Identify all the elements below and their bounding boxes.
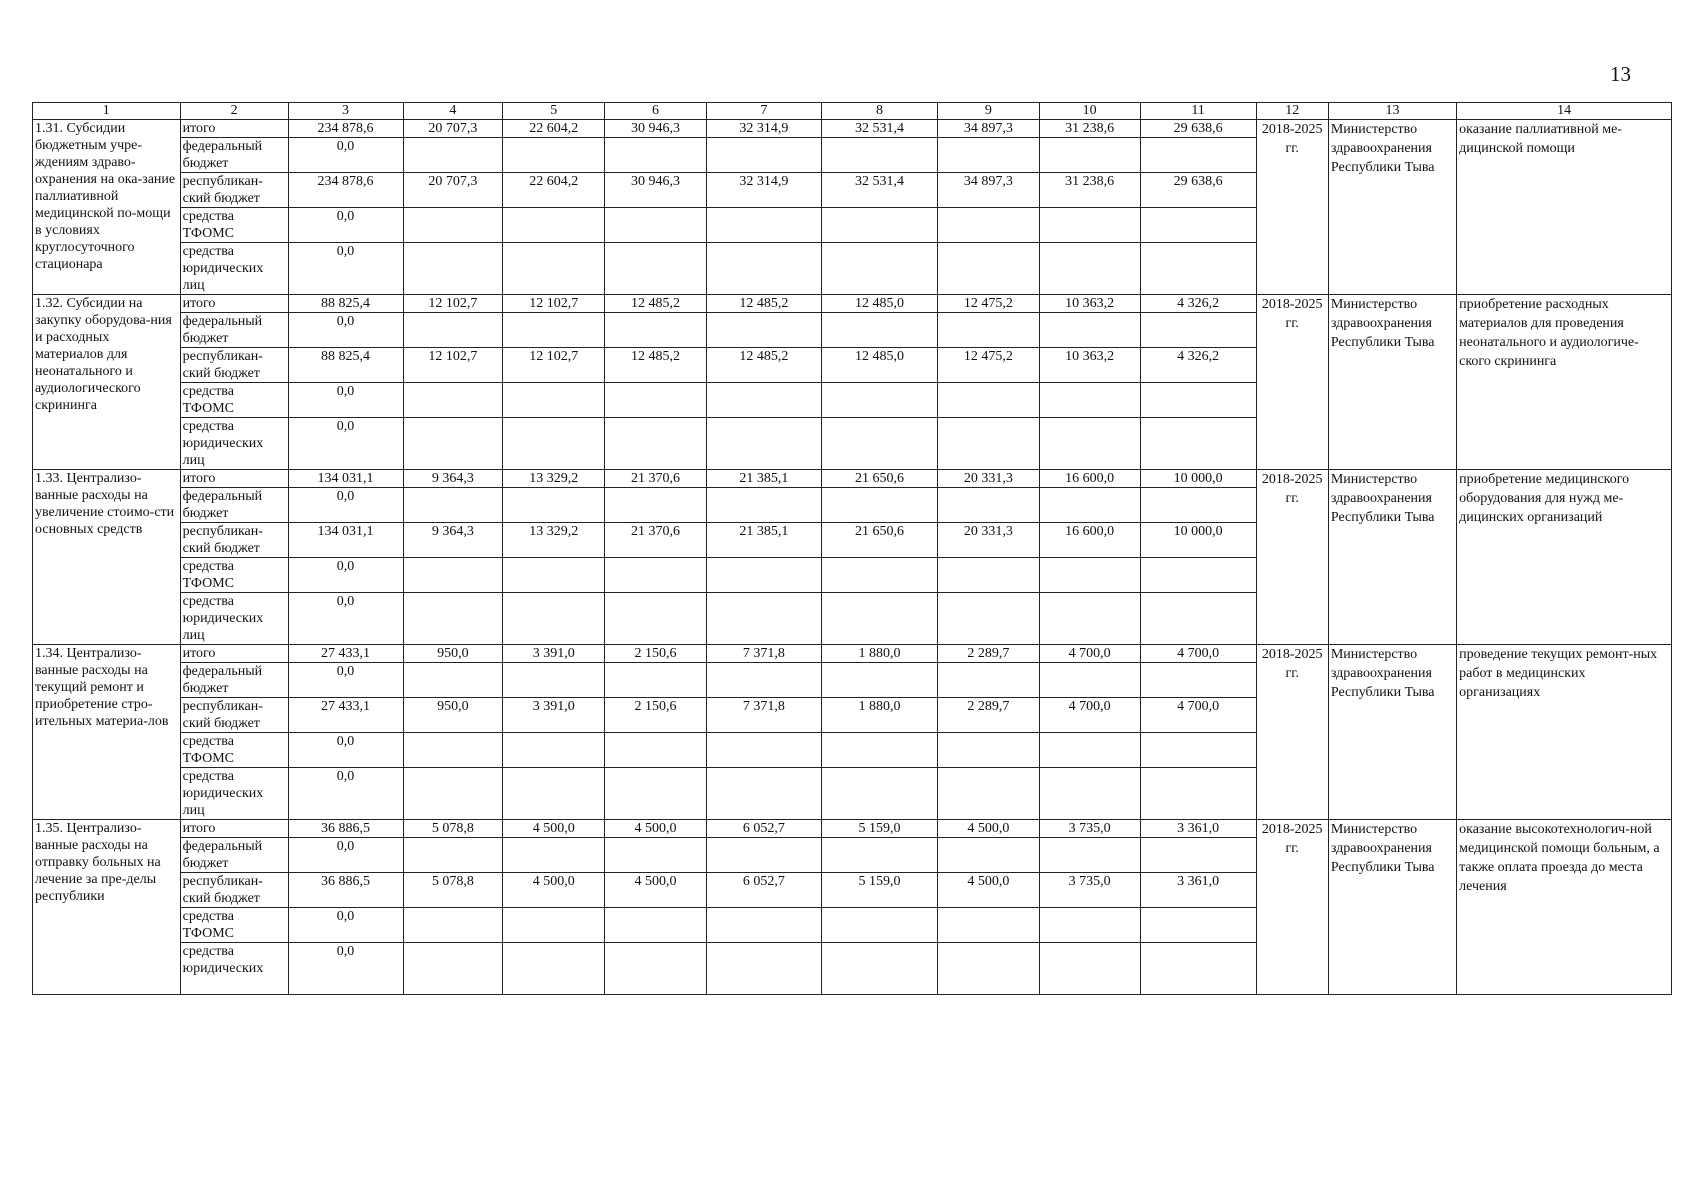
amount-cell [503, 908, 605, 943]
amount-cell [1140, 768, 1256, 820]
expected-result-cell: приобретение расходных материалов для проведения неонатального и аудиологиче-ского скрининга [1457, 295, 1672, 470]
funding-source-cell: республикан-ский бюджет [180, 698, 288, 733]
amount-cell: 10 363,2 [1039, 348, 1140, 383]
amount-cell: 27 433,1 [288, 645, 403, 663]
amount-cell [403, 943, 503, 995]
responsible-executor-cell: Министерство здравоохранения Республики Тыва [1328, 295, 1456, 470]
amount-cell: 0,0 [288, 768, 403, 820]
amount-cell [821, 593, 937, 645]
amount-cell [403, 663, 503, 698]
amount-cell [605, 418, 707, 470]
amount-cell [1140, 943, 1256, 995]
amount-cell [1039, 313, 1140, 348]
amount-cell [403, 208, 503, 243]
amount-cell: 12 485,2 [605, 348, 707, 383]
amount-cell: 4 700,0 [1039, 645, 1140, 663]
amount-cell: 12 485,0 [821, 295, 937, 313]
amount-cell [605, 208, 707, 243]
amount-cell: 1 880,0 [821, 645, 937, 663]
funding-source-cell: итого [180, 820, 288, 838]
amount-cell [937, 138, 1039, 173]
amount-cell: 12 475,2 [937, 295, 1039, 313]
amount-cell [706, 138, 821, 173]
amount-cell [503, 138, 605, 173]
amount-cell [605, 663, 707, 698]
amount-cell [1140, 558, 1256, 593]
amount-cell [821, 488, 937, 523]
amount-cell [1140, 313, 1256, 348]
amount-cell: 36 886,5 [288, 820, 403, 838]
amount-cell [937, 488, 1039, 523]
funding-source-cell: республикан-ский бюджет [180, 348, 288, 383]
amount-cell: 4 700,0 [1140, 645, 1256, 663]
amount-cell: 21 650,6 [821, 523, 937, 558]
amount-cell [1140, 488, 1256, 523]
funding-source-cell: федеральный бюджет [180, 488, 288, 523]
amount-cell: 9 364,3 [403, 470, 503, 488]
amount-cell [403, 838, 503, 873]
amount-cell [706, 418, 821, 470]
amount-cell: 22 604,2 [503, 173, 605, 208]
amount-cell [503, 243, 605, 295]
amount-cell [403, 383, 503, 418]
amount-cell: 2 289,7 [937, 645, 1039, 663]
amount-cell: 34 897,3 [937, 173, 1039, 208]
amount-cell [503, 663, 605, 698]
amount-cell [605, 313, 707, 348]
period-cell: 2018-2025 гг. [1256, 120, 1328, 295]
amount-cell: 0,0 [288, 208, 403, 243]
amount-cell: 0,0 [288, 243, 403, 295]
page-number: 13 [1610, 62, 1631, 86]
amount-cell: 0,0 [288, 838, 403, 873]
amount-cell: 16 600,0 [1039, 523, 1140, 558]
amount-cell [821, 558, 937, 593]
amount-cell [937, 208, 1039, 243]
amount-cell [1140, 208, 1256, 243]
amount-cell: 12 475,2 [937, 348, 1039, 383]
amount-cell: 20 331,3 [937, 470, 1039, 488]
amount-cell: 12 102,7 [403, 348, 503, 383]
amount-cell [821, 838, 937, 873]
amount-cell [821, 908, 937, 943]
amount-cell: 4 700,0 [1140, 698, 1256, 733]
amount-cell [605, 138, 707, 173]
funding-source-cell: средства ТФОМС [180, 383, 288, 418]
column-number-cell: 3 [288, 103, 403, 120]
amount-cell: 12 102,7 [503, 348, 605, 383]
amount-cell: 32 314,9 [706, 120, 821, 138]
amount-cell: 3 361,0 [1140, 873, 1256, 908]
event-name-cell: 1.35. Централизо-ванные расходы на отправку больных на лечение за пре-делы республики [33, 820, 181, 995]
column-number-cell: 11 [1140, 103, 1256, 120]
amount-cell [821, 418, 937, 470]
amount-cell [1039, 243, 1140, 295]
amount-cell: 36 886,5 [288, 873, 403, 908]
amount-cell [821, 383, 937, 418]
amount-cell [403, 593, 503, 645]
amount-cell: 5 078,8 [403, 873, 503, 908]
column-number-cell: 9 [937, 103, 1039, 120]
amount-cell: 10 000,0 [1140, 470, 1256, 488]
amount-cell [821, 208, 937, 243]
amount-cell [706, 663, 821, 698]
amount-cell [1039, 383, 1140, 418]
amount-cell: 2 289,7 [937, 698, 1039, 733]
amount-cell: 29 638,6 [1140, 173, 1256, 208]
amount-cell: 27 433,1 [288, 698, 403, 733]
amount-cell [1140, 243, 1256, 295]
amount-cell [1039, 488, 1140, 523]
amount-cell [937, 733, 1039, 768]
amount-cell: 1 880,0 [821, 698, 937, 733]
amount-cell [706, 243, 821, 295]
amount-cell [937, 243, 1039, 295]
funding-source-cell: средства юридических лиц [180, 243, 288, 295]
funding-source-cell: федеральный бюджет [180, 663, 288, 698]
funding-source-cell: итого [180, 645, 288, 663]
funding-source-cell: федеральный бюджет [180, 313, 288, 348]
amount-cell [1039, 558, 1140, 593]
amount-cell [821, 313, 937, 348]
amount-cell: 13 329,2 [503, 523, 605, 558]
amount-cell: 7 371,8 [706, 698, 821, 733]
amount-cell: 10 000,0 [1140, 523, 1256, 558]
amount-cell [605, 383, 707, 418]
responsible-executor-cell: Министерство здравоохранения Республики Тыва [1328, 645, 1456, 820]
amount-cell [503, 838, 605, 873]
funding-source-cell: средства юридических лиц [180, 418, 288, 470]
amount-cell [706, 208, 821, 243]
amount-cell: 4 500,0 [937, 820, 1039, 838]
amount-cell: 12 102,7 [503, 295, 605, 313]
amount-cell: 16 600,0 [1039, 470, 1140, 488]
amount-cell: 4 700,0 [1039, 698, 1140, 733]
amount-cell [1039, 593, 1140, 645]
amount-cell: 3 361,0 [1140, 820, 1256, 838]
amount-cell [605, 943, 707, 995]
amount-cell: 20 707,3 [403, 120, 503, 138]
amount-cell: 0,0 [288, 383, 403, 418]
amount-cell [821, 733, 937, 768]
funding-source-cell: средства ТФОМС [180, 908, 288, 943]
amount-cell: 0,0 [288, 593, 403, 645]
amount-cell [1039, 768, 1140, 820]
amount-cell [403, 733, 503, 768]
amount-cell: 0,0 [288, 138, 403, 173]
table-row [33, 820, 1672, 838]
amount-cell: 10 363,2 [1039, 295, 1140, 313]
funding-source-cell: республикан-ский бюджет [180, 523, 288, 558]
column-number-cell: 4 [403, 103, 503, 120]
responsible-executor-cell: Министерство здравоохранения Республики Тыва [1328, 470, 1456, 645]
amount-cell: 134 031,1 [288, 470, 403, 488]
amount-cell: 5 159,0 [821, 873, 937, 908]
amount-cell: 0,0 [288, 908, 403, 943]
amount-cell: 950,0 [403, 645, 503, 663]
amount-cell [821, 243, 937, 295]
table-row [33, 120, 1672, 138]
amount-cell: 3 735,0 [1039, 820, 1140, 838]
amount-cell: 234 878,6 [288, 173, 403, 208]
amount-cell [821, 768, 937, 820]
amount-cell [403, 313, 503, 348]
responsible-executor-cell: Министерство здравоохранения Республики Тыва [1328, 120, 1456, 295]
amount-cell: 29 638,6 [1140, 120, 1256, 138]
funding-source-cell: итого [180, 295, 288, 313]
amount-cell: 5 159,0 [821, 820, 937, 838]
event-name-cell: 1.33. Централизо-ванные расходы на увеличение стоимо-сти основных средств [33, 470, 181, 645]
column-number-cell: 8 [821, 103, 937, 120]
amount-cell [503, 558, 605, 593]
amount-cell: 0,0 [288, 418, 403, 470]
amount-cell [706, 558, 821, 593]
amount-cell [1140, 838, 1256, 873]
amount-cell: 88 825,4 [288, 295, 403, 313]
column-number-cell: 12 [1256, 103, 1328, 120]
amount-cell: 12 485,2 [706, 295, 821, 313]
amount-cell: 21 370,6 [605, 470, 707, 488]
amount-cell: 234 878,6 [288, 120, 403, 138]
amount-cell: 0,0 [288, 558, 403, 593]
amount-cell [503, 593, 605, 645]
amount-cell [1140, 908, 1256, 943]
amount-cell [403, 488, 503, 523]
amount-cell: 950,0 [403, 698, 503, 733]
funding-source-cell: средства ТФОМС [180, 733, 288, 768]
amount-cell [1039, 838, 1140, 873]
amount-cell [937, 418, 1039, 470]
funding-source-cell: средства юридических лиц [180, 768, 288, 820]
amount-cell: 0,0 [288, 943, 403, 995]
amount-cell: 31 238,6 [1039, 173, 1140, 208]
amount-cell [403, 418, 503, 470]
amount-cell [821, 663, 937, 698]
amount-cell [605, 488, 707, 523]
amount-cell [403, 908, 503, 943]
amount-cell [503, 418, 605, 470]
amount-cell: 134 031,1 [288, 523, 403, 558]
funding-source-cell: федеральный бюджет [180, 838, 288, 873]
amount-cell: 4 500,0 [605, 873, 707, 908]
event-name-cell: 1.31. Субсидии бюджетным учре-ждениям здраво-охранения на ока-зание паллиативной медицинской по-мощи в условиях круглосуточного стационара [33, 120, 181, 295]
amount-cell [605, 838, 707, 873]
period-cell: 2018-2025 гг. [1256, 470, 1328, 645]
expected-result-cell: оказание паллиативной ме-дицинской помощи [1457, 120, 1672, 295]
column-number-cell: 13 [1328, 103, 1456, 120]
amount-cell: 20 331,3 [937, 523, 1039, 558]
column-number-cell: 1 [33, 103, 181, 120]
amount-cell [605, 733, 707, 768]
amount-cell: 9 364,3 [403, 523, 503, 558]
amount-cell: 4 500,0 [503, 820, 605, 838]
amount-cell [706, 838, 821, 873]
period-cell: 2018-2025 гг. [1256, 295, 1328, 470]
amount-cell [403, 558, 503, 593]
amount-cell [503, 768, 605, 820]
amount-cell [1140, 383, 1256, 418]
amount-cell [706, 943, 821, 995]
amount-cell [1039, 943, 1140, 995]
column-number-row [33, 103, 1672, 120]
amount-cell [1039, 733, 1140, 768]
table-row [33, 645, 1672, 663]
amount-cell: 30 946,3 [605, 120, 707, 138]
amount-cell [706, 908, 821, 943]
amount-cell [1039, 908, 1140, 943]
amount-cell [605, 243, 707, 295]
amount-cell: 5 078,8 [403, 820, 503, 838]
amount-cell [1039, 138, 1140, 173]
amount-cell: 20 707,3 [403, 173, 503, 208]
column-number-cell: 14 [1457, 103, 1672, 120]
amount-cell: 0,0 [288, 313, 403, 348]
amount-cell: 4 326,2 [1140, 295, 1256, 313]
amount-cell: 3 391,0 [503, 698, 605, 733]
amount-cell [821, 138, 937, 173]
amount-cell: 34 897,3 [937, 120, 1039, 138]
amount-cell: 4 500,0 [605, 820, 707, 838]
amount-cell [403, 243, 503, 295]
table-row [33, 295, 1672, 313]
amount-cell: 2 150,6 [605, 698, 707, 733]
table-row [33, 470, 1672, 488]
column-number-cell: 7 [706, 103, 821, 120]
amount-cell [1140, 593, 1256, 645]
amount-cell [605, 558, 707, 593]
amount-cell [937, 383, 1039, 418]
amount-cell: 22 604,2 [503, 120, 605, 138]
amount-cell [503, 488, 605, 523]
amount-cell: 12 485,2 [706, 348, 821, 383]
program-table [32, 102, 1672, 995]
amount-cell: 88 825,4 [288, 348, 403, 383]
amount-cell: 31 238,6 [1039, 120, 1140, 138]
amount-cell [605, 768, 707, 820]
amount-cell [706, 593, 821, 645]
amount-cell: 32 531,4 [821, 173, 937, 208]
amount-cell [1039, 208, 1140, 243]
amount-cell [403, 138, 503, 173]
amount-cell [706, 313, 821, 348]
amount-cell: 32 314,9 [706, 173, 821, 208]
funding-source-cell: средства юридических [180, 943, 288, 995]
amount-cell: 21 370,6 [605, 523, 707, 558]
amount-cell: 0,0 [288, 663, 403, 698]
amount-cell: 12 485,0 [821, 348, 937, 383]
funding-source-cell: средства ТФОМС [180, 558, 288, 593]
period-cell: 2018-2025 гг. [1256, 645, 1328, 820]
amount-cell [937, 943, 1039, 995]
amount-cell [706, 383, 821, 418]
funding-source-cell: средства ТФОМС [180, 208, 288, 243]
column-number-cell: 2 [180, 103, 288, 120]
amount-cell [605, 593, 707, 645]
amount-cell [503, 733, 605, 768]
amount-cell [1140, 138, 1256, 173]
amount-cell [706, 733, 821, 768]
amount-cell [937, 593, 1039, 645]
column-number-cell: 6 [605, 103, 707, 120]
amount-cell: 6 052,7 [706, 820, 821, 838]
amount-cell [605, 908, 707, 943]
amount-cell: 30 946,3 [605, 173, 707, 208]
amount-cell [403, 768, 503, 820]
expected-result-cell: проведение текущих ремонт-ных работ в медицинских организациях [1457, 645, 1672, 820]
amount-cell [503, 943, 605, 995]
amount-cell [821, 943, 937, 995]
amount-cell [503, 208, 605, 243]
amount-cell [1039, 418, 1140, 470]
amount-cell: 4 326,2 [1140, 348, 1256, 383]
amount-cell [1140, 733, 1256, 768]
amount-cell [1140, 418, 1256, 470]
amount-cell: 21 385,1 [706, 470, 821, 488]
amount-cell: 32 531,4 [821, 120, 937, 138]
amount-cell [937, 838, 1039, 873]
funding-source-cell: итого [180, 120, 288, 138]
amount-cell: 3 391,0 [503, 645, 605, 663]
period-cell: 2018-2025 гг. [1256, 820, 1328, 995]
amount-cell: 21 650,6 [821, 470, 937, 488]
amount-cell: 7 371,8 [706, 645, 821, 663]
amount-cell [937, 313, 1039, 348]
expected-result-cell: оказание высокотехнологич-ной медицинской помощи больным, а также оплата проезда до места лечения [1457, 820, 1672, 995]
column-number-cell: 10 [1039, 103, 1140, 120]
amount-cell: 4 500,0 [503, 873, 605, 908]
funding-source-cell: итого [180, 470, 288, 488]
amount-cell [503, 383, 605, 418]
amount-cell: 0,0 [288, 733, 403, 768]
amount-cell [1039, 663, 1140, 698]
amount-cell [937, 663, 1039, 698]
amount-cell: 4 500,0 [937, 873, 1039, 908]
funding-source-cell: федеральный бюджет [180, 138, 288, 173]
amount-cell: 12 485,2 [605, 295, 707, 313]
funding-source-cell: республикан-ский бюджет [180, 873, 288, 908]
column-number-cell: 5 [503, 103, 605, 120]
expected-result-cell: приобретение медицинского оборудования для нужд ме-дицинских организаций [1457, 470, 1672, 645]
amount-cell: 12 102,7 [403, 295, 503, 313]
amount-cell: 13 329,2 [503, 470, 605, 488]
amount-cell: 3 735,0 [1039, 873, 1140, 908]
amount-cell: 0,0 [288, 488, 403, 523]
amount-cell [1140, 663, 1256, 698]
funding-source-cell: средства юридических лиц [180, 593, 288, 645]
amount-cell: 2 150,6 [605, 645, 707, 663]
amount-cell [937, 908, 1039, 943]
amount-cell [706, 768, 821, 820]
amount-cell [503, 313, 605, 348]
amount-cell [937, 558, 1039, 593]
responsible-executor-cell: Министерство здравоохранения Республики Тыва [1328, 820, 1456, 995]
amount-cell: 6 052,7 [706, 873, 821, 908]
amount-cell [937, 768, 1039, 820]
amount-cell [706, 488, 821, 523]
funding-source-cell: республикан-ский бюджет [180, 173, 288, 208]
event-name-cell: 1.34. Централизо-ванные расходы на текущий ремонт и приобретение стро-ительных материа-лов [33, 645, 181, 820]
event-name-cell: 1.32. Субсидии на закупку оборудова-ния и расходных материалов для неонатального и аудиологического скрининга [33, 295, 181, 470]
amount-cell: 21 385,1 [706, 523, 821, 558]
